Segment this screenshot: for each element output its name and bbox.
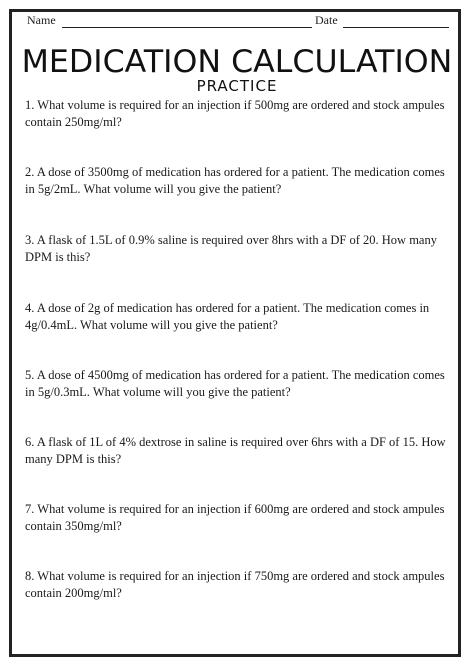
question-number: 5. — [25, 368, 37, 382]
question-text: What volume is required for an injection if 500mg are ordered and stock ampules contain 250mg/ml? — [25, 98, 445, 129]
header-row — [15, 13, 450, 33]
question-text: A flask of 1.5L of 0.9% saline is required over 8hrs with a DF of 20. How many DPM is this? — [25, 233, 437, 264]
question-number: 6. — [25, 435, 37, 449]
question-item — [25, 434, 455, 467]
question-item — [25, 97, 455, 130]
question-number: 7. — [25, 502, 38, 516]
date-field-line[interactable] — [343, 27, 449, 28]
question-number: 1. — [25, 98, 38, 112]
page-subtitle: PRACTICE — [196, 77, 278, 95]
page-title: MEDICATION CALCULATION — [21, 44, 453, 80]
question-text: A dose of 4500mg of medication has ordered for a patient. The medication comes in 5g/0.3mL. What volume will you give the patient? — [25, 368, 445, 399]
question-text: A dose of 2g of medication has ordered for a patient. The medication comes in 4g/0.4mL. What volume will you give the patient? — [25, 301, 430, 332]
name-field-line[interactable] — [62, 27, 312, 28]
question-number: 4. — [25, 301, 37, 315]
question-text: What volume is required for an injection if 750mg are ordered and stock ampules contain 200mg/ml? — [25, 569, 445, 600]
question-item — [25, 232, 455, 265]
question-text: A flask of 1L of 4% dextrose in saline is required over 6hrs with a DF of 15. How many DPM is this? — [25, 435, 446, 466]
question-text: What volume is required for an injection if 600mg are ordered and stock ampules contain 350mg/ml? — [25, 502, 445, 533]
question-number: 8. — [25, 569, 38, 583]
name-label: Name — [27, 13, 56, 27]
question-number: 2. — [25, 165, 37, 179]
date-label: Date — [315, 13, 338, 27]
question-item — [25, 568, 455, 601]
question-item — [25, 501, 455, 534]
question-number: 3. — [25, 233, 37, 247]
question-item — [25, 300, 455, 333]
question-item — [25, 164, 455, 197]
question-text: A dose of 3500mg of medication has ordered for a patient. The medication comes in 5g/2mL. What volume will you give the patient? — [25, 165, 445, 196]
question-item — [25, 367, 455, 400]
